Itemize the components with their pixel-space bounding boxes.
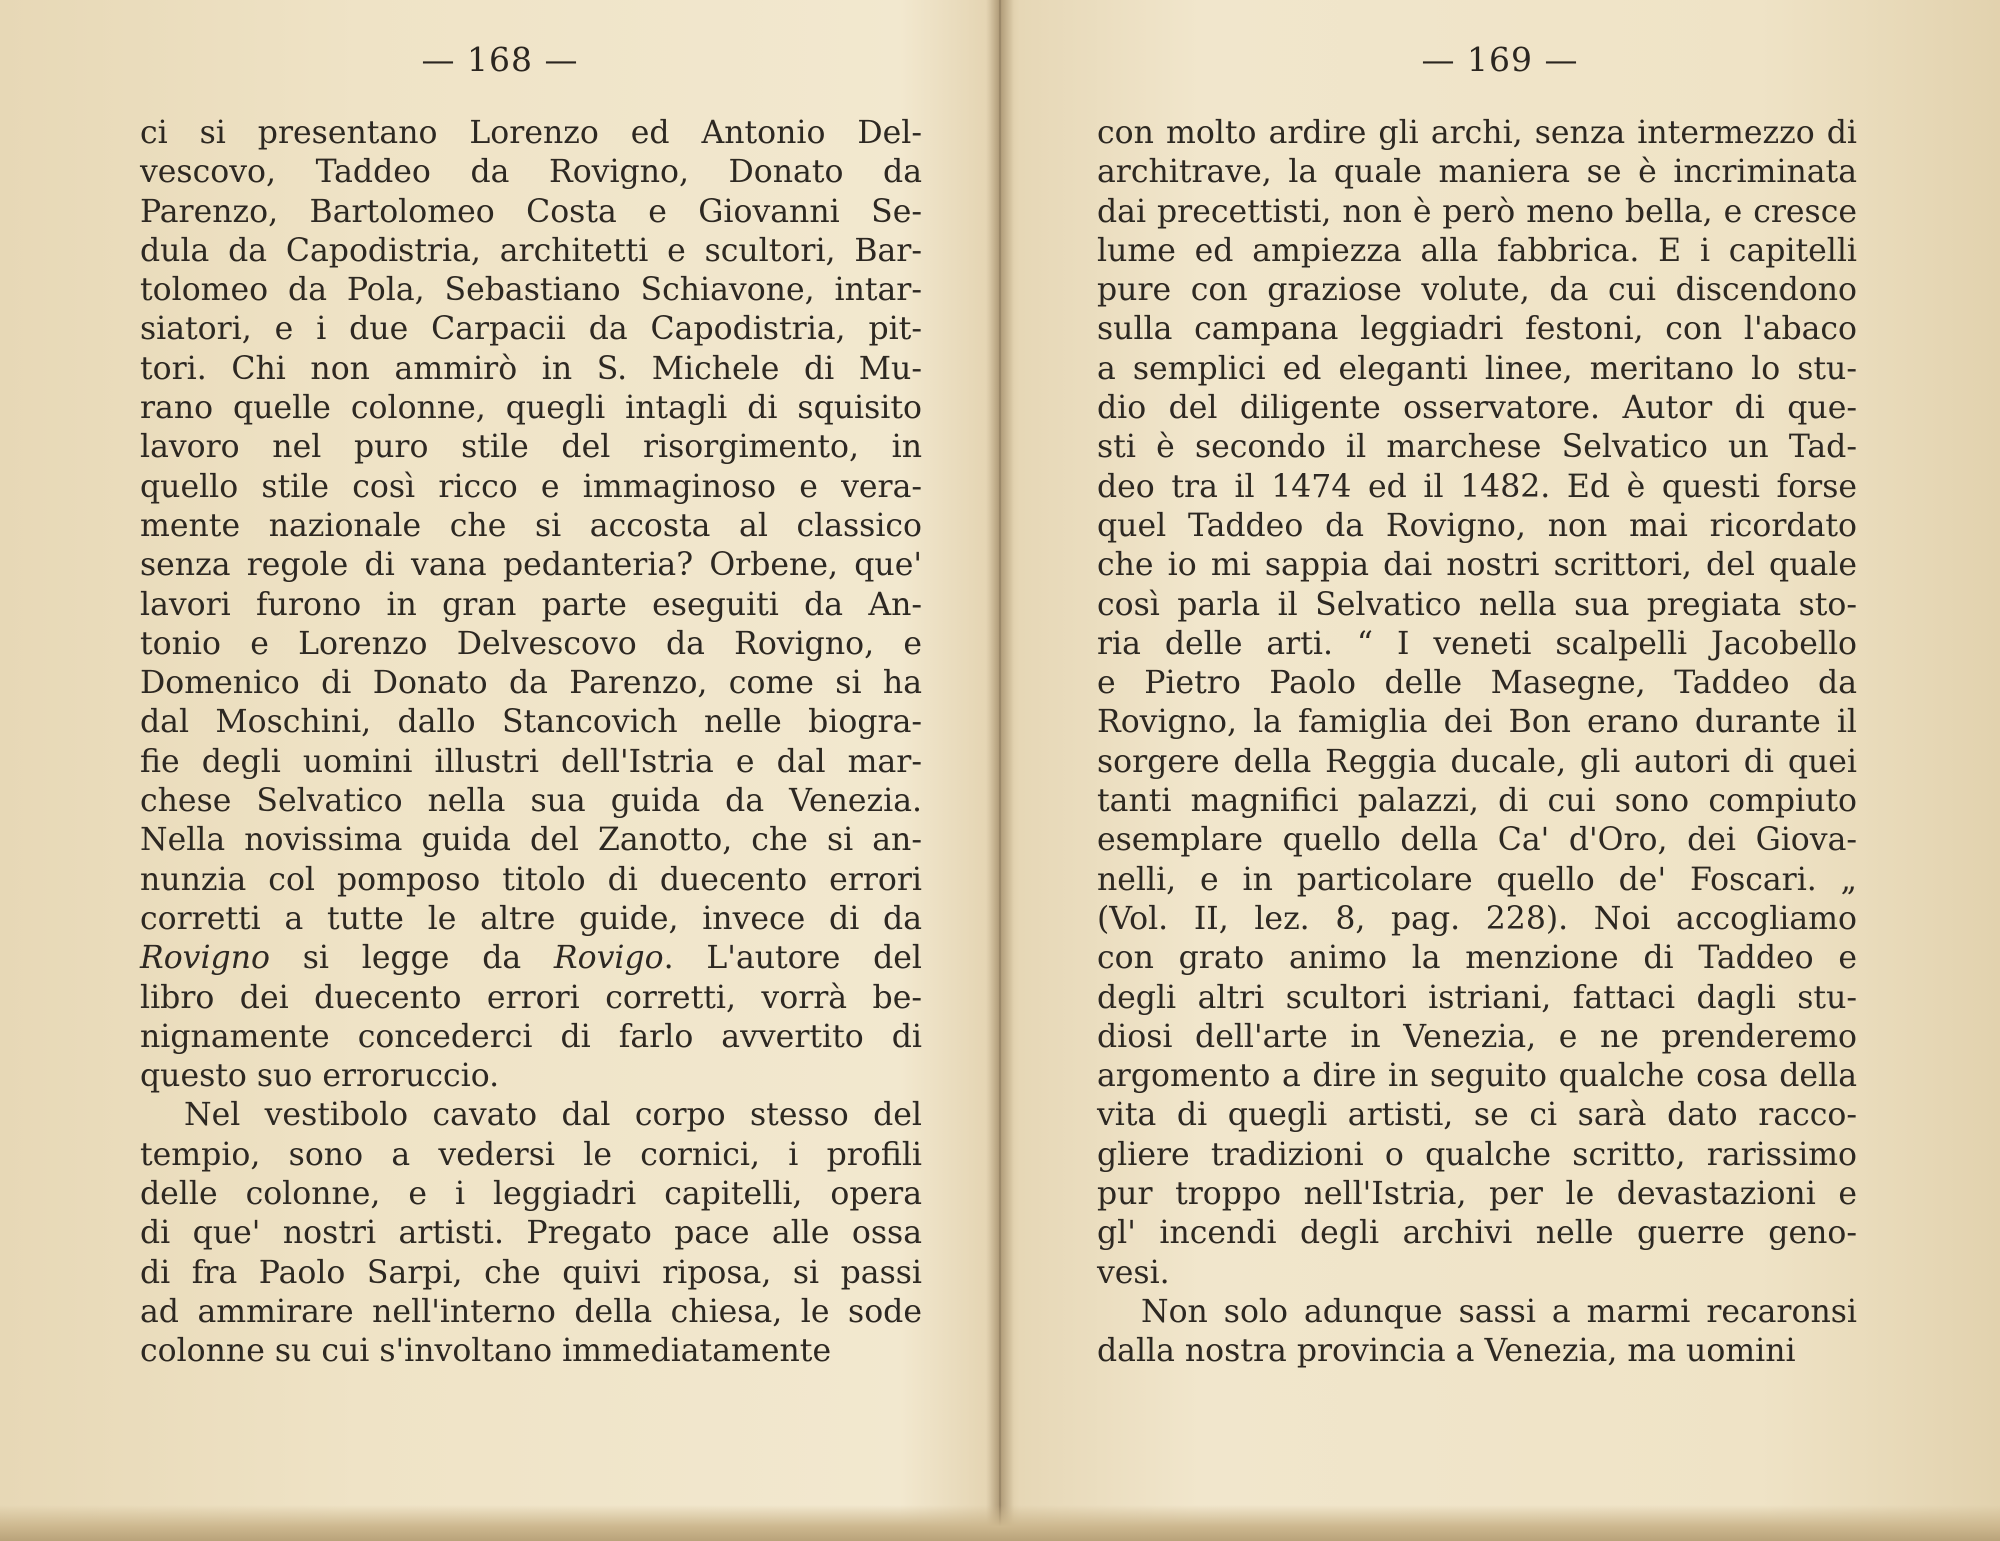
text-line: lume ed ampiezza alla fabbrica. E i capitelli [1097, 232, 1857, 269]
text-line: nignamente concederci di farlo avvertito di [140, 1018, 922, 1055]
text-line: tori. Chi non ammirò in S. Michele di Mu- [140, 350, 922, 387]
text-line: tonio e Lorenzo Delvescovo da Rovigno, e [140, 625, 922, 662]
text-line: lavori furono in gran parte eseguiti da An- [140, 586, 922, 623]
text-line: Non solo adunque sassi a marmi recaronsi [1141, 1293, 1857, 1330]
left-page-text [140, 114, 922, 1372]
text-line: Domenico di Donato da Parenzo, come si ha [140, 665, 922, 702]
text-line: sti è secondo il marchese Selvatico un Tad- [1097, 429, 1857, 466]
page-number-168: — 168 — [421, 40, 579, 79]
text-line: Rovigno si legge da Rovigo. L'autore del [140, 940, 922, 977]
text-line: tempio, sono a vedersi le cornici, i profili [140, 1136, 922, 1173]
text-line: delle colonne, e i leggiadri capitelli, opera [140, 1176, 922, 1213]
text-line: ci si presentano Lorenzo ed Antonio Del- [140, 115, 922, 151]
text-line: con grato animo la menzione di Taddeo e [1097, 940, 1857, 977]
right-page-text [1097, 114, 1857, 1372]
text-line: così parla il Selvatico nella sua pregiata sto- [1097, 586, 1857, 623]
text-line: pure con graziose volute, da cui discendono [1097, 272, 1857, 309]
text-line: degli altri scultori istriani, fattaci dagli stu- [1097, 979, 1857, 1016]
text-line: che io mi sappia dai nostri scrittori, del quale [1097, 547, 1857, 584]
text-line: dal Moschini, dallo Stancovich nelle biogra- [140, 704, 922, 741]
text-line: gl' incendi degli archivi nelle guerre geno- [1097, 1215, 1857, 1252]
text-line: tolomeo da Pola, Sebastiano Schiavone, intar- [140, 272, 922, 309]
text-line: rano quelle colonne, quegli intagli di squisito [140, 390, 922, 427]
text-line: architrave, la quale maniera se è incriminata [1097, 154, 1857, 191]
text-line: deo tra il 1474 ed il 1482. Ed è questi forse [1097, 468, 1857, 505]
page-number-169: — 169 — [1421, 40, 1579, 79]
text-line: vesi. [1097, 1254, 1170, 1291]
text-line: libro dei duecento errori corretti, vorrà be- [140, 979, 922, 1016]
text-line: siatori, e i due Carpacii da Capodistria, pit- [140, 311, 922, 348]
text-line: diosi dell'arte in Venezia, e ne prenderemo [1097, 1018, 1857, 1055]
text-line: mente nazionale che si accosta al classico [140, 507, 922, 544]
text-line: argomento a dire in seguito qualche cosa della [1097, 1058, 1857, 1095]
text-line: dai precettisti, non è però meno bella, e cresce [1097, 193, 1857, 230]
text-line: vita di quegli artisti, se ci sarà dato racco- [1097, 1097, 1857, 1134]
book-gutter [986, 0, 1014, 1541]
text-line: tanti magnifici palazzi, di cui sono compiuto [1097, 783, 1857, 820]
text-line: Nella novissima guida del Zanotto, che si an- [140, 822, 922, 859]
text-line: Rovigno, la famiglia dei Bon erano durante il [1097, 704, 1857, 741]
text-line: chese Selvatico nella sua guida da Venezia. [140, 783, 922, 820]
text-line: gliere tradizioni o qualche scritto, rarissimo [1097, 1136, 1857, 1173]
text-line: quel Taddeo da Rovigno, non mai ricordato [1097, 507, 1857, 544]
text-line: con molto ardire gli archi, senza intermezzo di [1097, 115, 1857, 151]
text-line: Nel vestibolo cavato dal corpo stesso del [184, 1097, 922, 1134]
text-line: sulla campana leggiadri festoni, con l'abaco [1097, 311, 1857, 348]
text-line: senza regole di vana pedanteria? Orbene, que' [140, 547, 922, 584]
text-line: a semplici ed eleganti linee, meritano lo stu- [1097, 350, 1857, 387]
text-line: ria delle arti. “ I veneti scalpelli Jacobello [1097, 625, 1857, 662]
text-line: ad ammirare nell'interno della chiesa, le sode [140, 1293, 922, 1330]
text-line: (Vol. II, lez. 8, pag. 228). Noi accogliamo [1097, 900, 1857, 937]
text-line: dalla nostra provincia a Venezia, ma uomini [1097, 1333, 1796, 1370]
page-bottom-edge [0, 1505, 2000, 1541]
text-line: dio del diligente osservatore. Autor di que- [1097, 390, 1857, 427]
text-line: di fra Paolo Sarpi, che quivi riposa, si passi [140, 1254, 922, 1291]
text-line: e Pietro Paolo delle Masegne, Taddeo da [1097, 665, 1857, 702]
right-page [1000, 0, 2000, 1541]
text-line: pur troppo nell'Istria, per le devastazioni e [1097, 1176, 1857, 1213]
text-line: vescovo, Taddeo da Rovigno, Donato da [140, 154, 922, 191]
text-line: corretti a tutte le altre guide, invece di da [140, 900, 922, 937]
text-line: nunzia col pomposo titolo di duecento errori [140, 861, 922, 898]
text-line: di que' nostri artisti. Pregato pace alle ossa [140, 1215, 922, 1252]
text-line: fie degli uomini illustri dell'Istria e dal mar- [140, 743, 922, 780]
text-line: colonne su cui s'involtano immediatamente [140, 1333, 832, 1370]
text-line: dula da Capodistria, architetti e scultori, Bar- [140, 232, 922, 269]
text-line: Parenzo, Bartolomeo Costa e Giovanni Se- [140, 193, 922, 230]
text-line: esemplare quello della Ca' d'Oro, dei Giova- [1097, 822, 1857, 859]
text-line: questo suo erroruccio. [140, 1058, 500, 1095]
text-line: lavoro nel puro stile del risorgimento, in [140, 429, 922, 466]
text-line: nelli, e in particolare quello de' Foscari. „ [1097, 861, 1857, 898]
text-line: quello stile così ricco e immaginoso e vera- [140, 468, 922, 505]
text-line: sorgere della Reggia ducale, gli autori di quei [1097, 743, 1857, 780]
